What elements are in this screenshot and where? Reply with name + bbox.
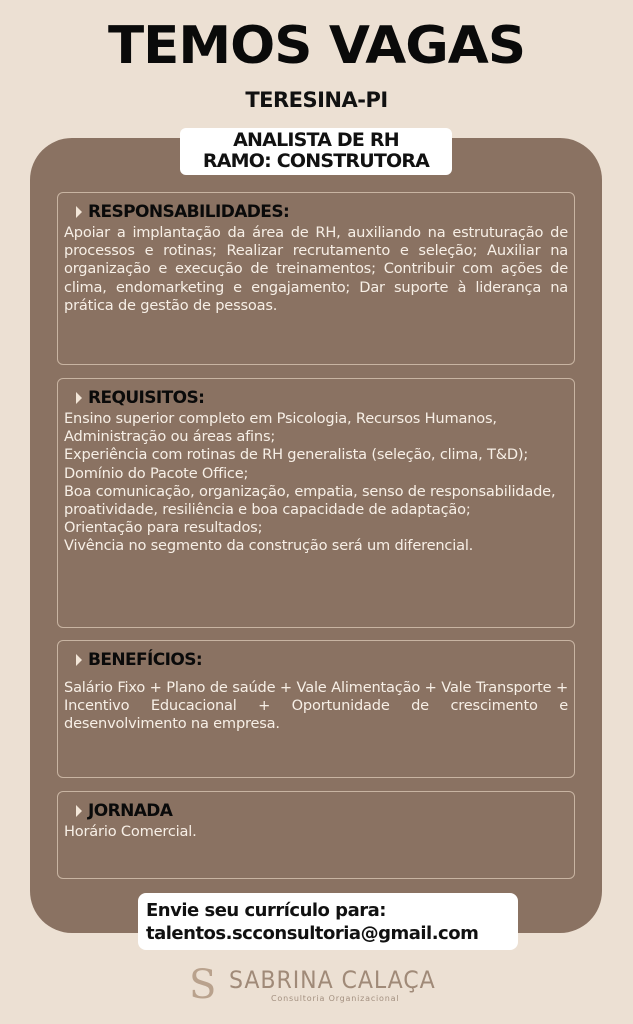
brand-name: SABRINA CALAÇA bbox=[229, 966, 436, 994]
card-jornada bbox=[57, 791, 575, 879]
section-text: Salário Fixo + Plano de saúde + Vale Alimentação + Vale Transporte + Incentivo Educacional + Oportunidade de crescimento e desenvolvimento na empresa. bbox=[64, 679, 568, 733]
section-text: Apoiar a implantação da área de RH, auxiliando na estruturação de processos e rotinas; Realizar recrutamento e seleção; Auxiliar na organização e execução de treinamentos; Contribuir com ações de clima, endomarketing e engajamento; Dar suporte à liderança na prática de gestão de pessoas. bbox=[64, 224, 568, 314]
list-item: Ensino superior completo em Psicologia, Recursos Humanos, Administração ou áreas afins; bbox=[64, 410, 497, 446]
job-sector: RAMO: CONSTRUTORA bbox=[202, 150, 430, 172]
chevron-right-icon bbox=[76, 392, 82, 404]
list-item: Orientação para resultados; bbox=[64, 519, 263, 537]
apply-callout bbox=[138, 893, 518, 950]
page-title: TEMOS VAGAS bbox=[107, 16, 526, 76]
brand-tagline: Consultoria Organizacional bbox=[271, 994, 400, 1003]
job-title-tag bbox=[180, 128, 452, 175]
chevron-right-icon bbox=[76, 206, 82, 218]
list-item: Boa comunicação, organização, empatia, senso de responsabilidade, proatividade, resiliência e boa capacidade de adaptação; bbox=[64, 482, 556, 519]
list-item: Experiência com rotinas de RH generalista (seleção, clima, T&D); bbox=[64, 446, 529, 464]
section-title: REQUISITOS: bbox=[88, 388, 205, 408]
section-title: BENEFÍCIOS: bbox=[88, 650, 203, 670]
brand-logo bbox=[185, 962, 445, 1008]
chevron-right-icon bbox=[76, 805, 82, 817]
card-responsabilidades bbox=[57, 192, 575, 365]
section-text: Horário Comercial. bbox=[64, 823, 197, 840]
section-title: JORNADA bbox=[88, 801, 173, 821]
list-item: Vivência no segmento da construção será um diferencial. bbox=[64, 537, 474, 555]
monogram-icon: S bbox=[189, 962, 217, 1008]
card-requisitos bbox=[57, 378, 575, 628]
card-beneficios bbox=[57, 640, 575, 778]
requirements-list bbox=[64, 410, 568, 556]
chevron-right-icon bbox=[76, 654, 82, 666]
section-title: RESPONSABILIDADES: bbox=[88, 202, 290, 222]
apply-instruction: Envie seu currículo para: bbox=[146, 900, 386, 921]
location-label: TERESINA-PI bbox=[245, 88, 388, 112]
list-item: Domínio do Pacote Office; bbox=[64, 464, 249, 482]
job-position: ANALISTA DE RH bbox=[233, 129, 399, 151]
apply-email-link[interactable]: talentos.scconsultoria@gmail.com bbox=[146, 923, 479, 944]
